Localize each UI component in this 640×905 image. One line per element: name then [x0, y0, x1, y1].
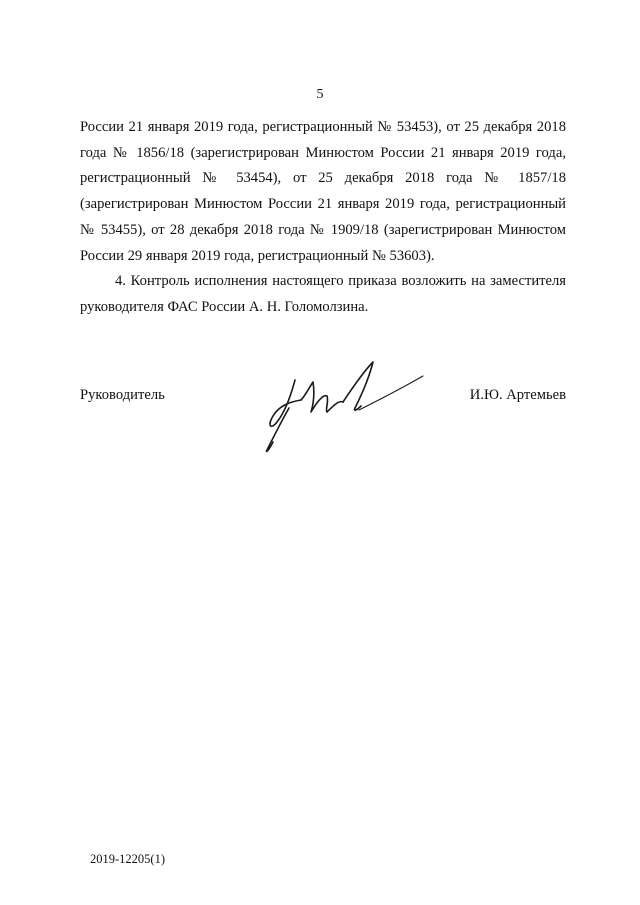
- paragraph-continuation: России 21 января 2019 года, регистрационный № 53453), от 25 декабря 2018 года № 1856/18 (зарегистрирован Минюстом России 21 января 2019 года, регистрационный № 53454), от 25 декабря 2018 года № 1857/18 (зарегистрирован Минюстом России 21 января 2019 года, регистрационный № 53455), от 28 декабря 2018 года № 1909/18 (зарегистрирован Минюстом России 29 января 2019 года, регистрационный № 53603).: [80, 119, 566, 264]
- page-number: 5: [316, 87, 324, 102]
- document-body: [80, 115, 566, 321]
- handwritten-signature: [255, 350, 435, 460]
- document-code: 2019-12205(1): [90, 852, 165, 866]
- signatory-name: И.Ю. Артемьев: [469, 387, 566, 403]
- paragraph-4: 4. Контроль исполнения настоящего приказа возложить на заместителя руководителя ФАС России А. Н. Голомолзина.: [80, 273, 566, 315]
- signatory-role: Руководитель: [80, 387, 165, 403]
